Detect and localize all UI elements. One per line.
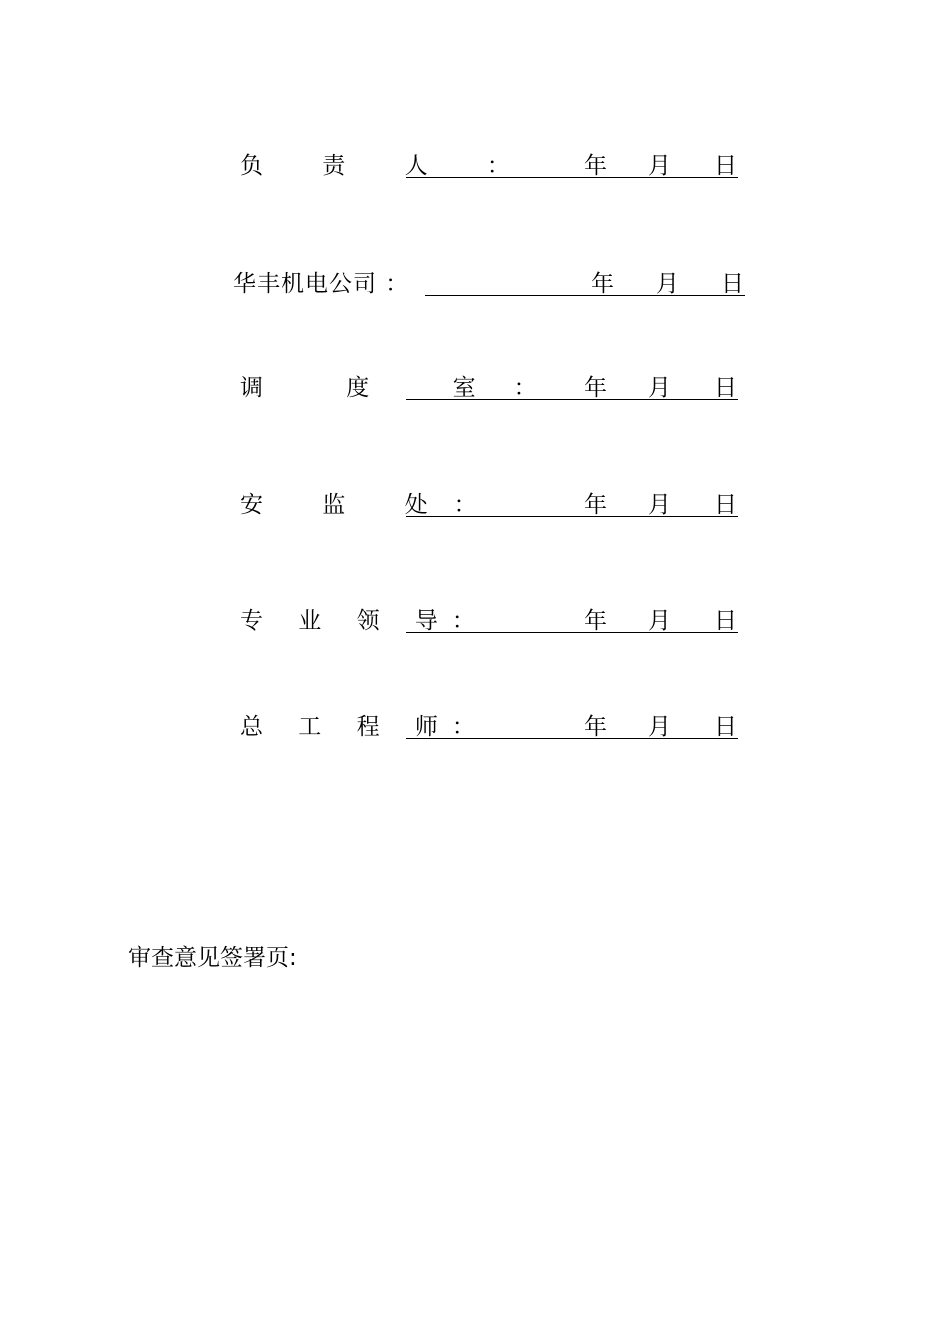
month-label: 月 <box>648 492 671 518</box>
day-label: 日 <box>714 714 737 740</box>
month-label: 月 <box>648 608 671 634</box>
day-label: 日 <box>721 271 744 297</box>
signature-line[interactable] <box>425 295 745 296</box>
year-label: 年 <box>584 153 607 179</box>
signature-line[interactable] <box>406 516 738 517</box>
signature-label: 华丰机电公司 ： <box>233 271 410 297</box>
year-label: 年 <box>584 375 607 401</box>
month-label: 月 <box>656 271 679 297</box>
year-label: 年 <box>591 271 614 297</box>
year-label: 年 <box>584 714 607 740</box>
signature-label: 负 责 人 ： <box>240 153 536 179</box>
signature-label: 专 业 领 导： <box>240 608 489 634</box>
signature-label: 调 度 室： <box>240 375 575 401</box>
signature-line[interactable] <box>406 738 738 739</box>
day-label: 日 <box>714 608 737 634</box>
month-label: 月 <box>648 375 671 401</box>
day-label: 日 <box>714 375 737 401</box>
year-label: 年 <box>584 608 607 634</box>
signature-label: 安 监 处： <box>240 492 503 518</box>
signature-line[interactable] <box>406 177 738 178</box>
signature-label: 总 工 程 师： <box>240 714 489 740</box>
review-signature-page-title: 审查意见签署页: <box>128 945 297 971</box>
year-label: 年 <box>584 492 607 518</box>
month-label: 月 <box>648 153 671 179</box>
day-label: 日 <box>714 153 737 179</box>
signature-line[interactable] <box>406 632 738 633</box>
month-label: 月 <box>648 714 671 740</box>
signature-line[interactable] <box>406 399 738 400</box>
day-label: 日 <box>714 492 737 518</box>
